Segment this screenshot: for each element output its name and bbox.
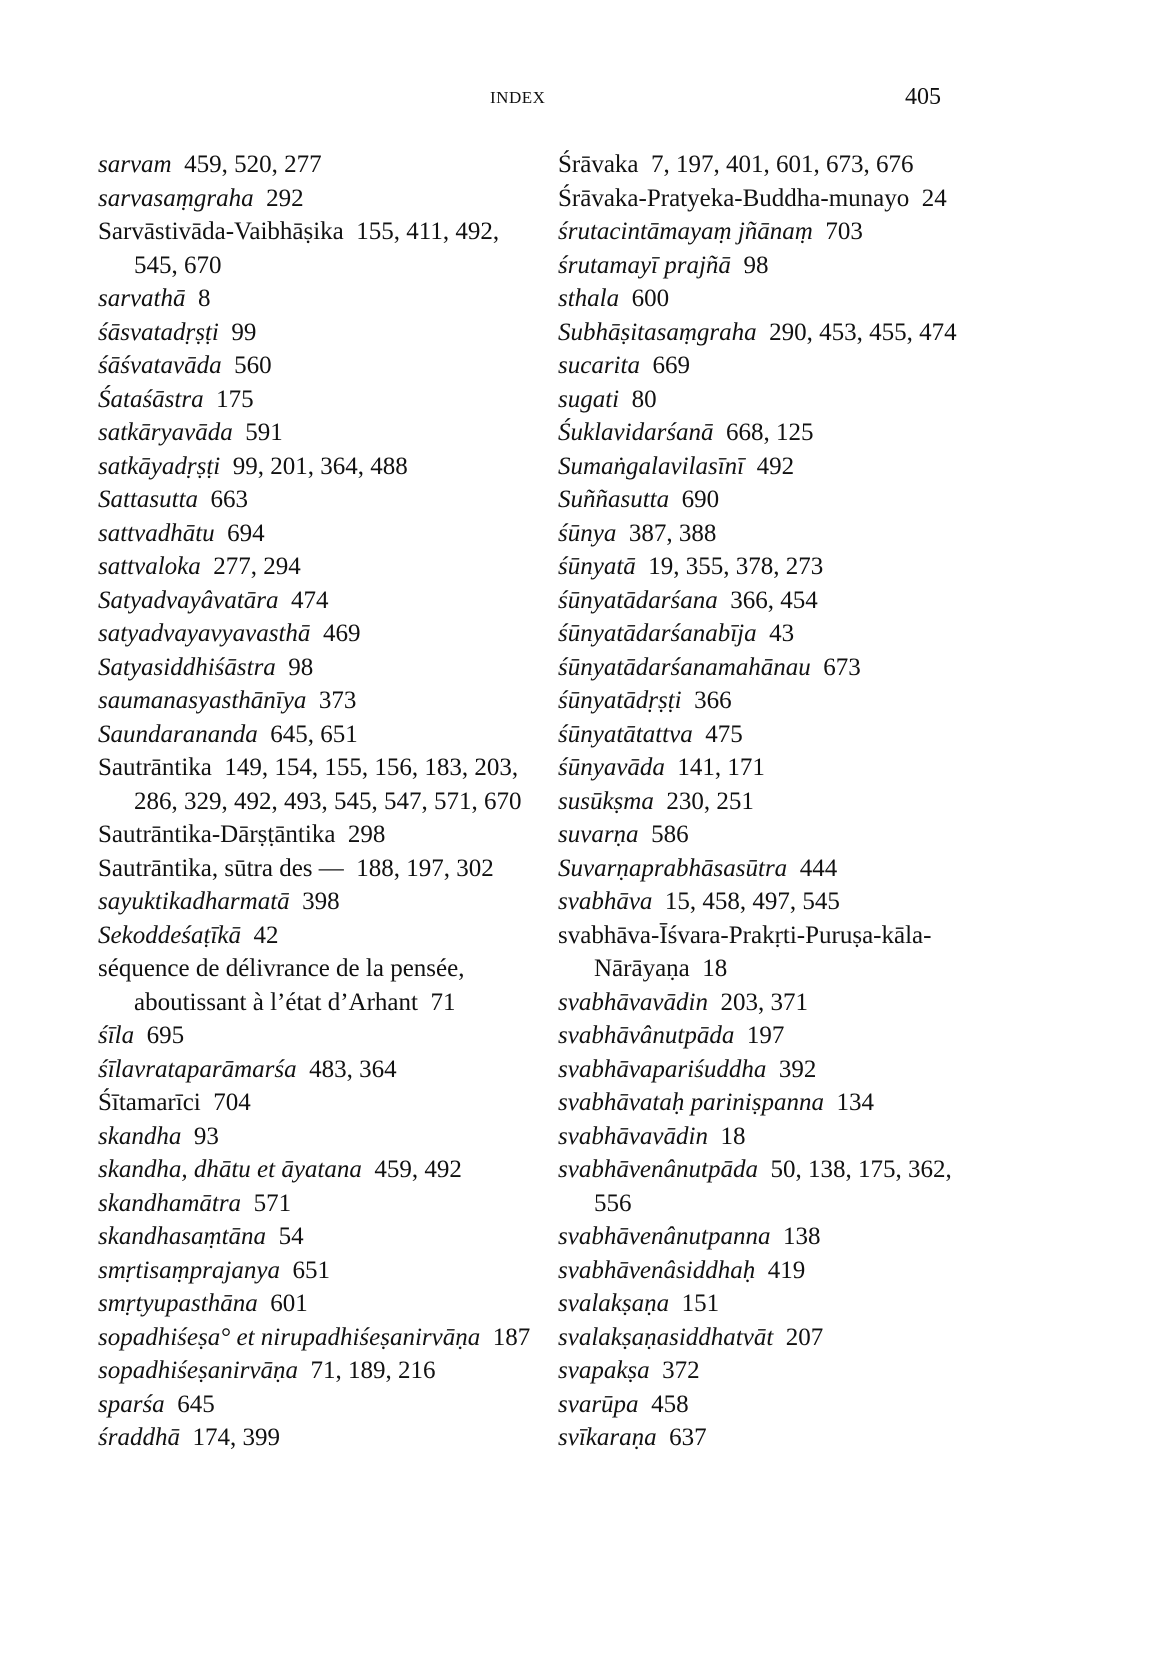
index-term: sattvadhātu xyxy=(98,519,215,547)
index-page-refs: 419 xyxy=(767,1256,806,1284)
index-page-refs: 600 xyxy=(631,285,670,312)
index-entry xyxy=(98,182,538,216)
index-page-refs: 24 xyxy=(921,184,947,212)
index-entry xyxy=(558,651,978,685)
index-term: Sautrāntika xyxy=(98,754,212,781)
index-entry xyxy=(558,1220,978,1254)
index-term: Suññasutta xyxy=(558,486,670,513)
index-entry xyxy=(558,818,978,852)
index-page-refs: 492 xyxy=(756,452,795,480)
index-term: skandhamātra xyxy=(98,1189,242,1217)
index-term: Satyasiddhiśāstra xyxy=(98,653,276,681)
index-page-refs: 174, 399 xyxy=(192,1424,280,1451)
index-entry xyxy=(98,617,538,651)
index-entry xyxy=(98,349,538,383)
index-term: sopadhiśeṣa° et nirupadhiśeṣanirvāṇa xyxy=(98,1323,481,1351)
index-term: svabhāvânutpāda xyxy=(558,1022,735,1049)
index-entry xyxy=(98,1019,538,1053)
index-term: svabhāvenânutpanna xyxy=(558,1223,771,1250)
index-term: Sautrāntika-Dārṣṭāntika xyxy=(98,821,336,848)
index-term: śīla xyxy=(98,1022,135,1049)
index-page-refs: 42 xyxy=(253,921,279,949)
index-term: Sumaṅgalavilasīnī xyxy=(558,452,745,480)
index-entry xyxy=(558,751,978,785)
index-entry xyxy=(558,785,978,819)
index-entry xyxy=(558,215,978,249)
index-page-refs: 18 xyxy=(720,1122,746,1150)
index-page-refs: 141, 171 xyxy=(677,754,765,781)
index-entry xyxy=(558,617,978,651)
index-entry xyxy=(558,852,978,886)
index-term: śīlavrataparāmarśa xyxy=(98,1055,297,1083)
index-term: Śītamarīci xyxy=(98,1089,201,1116)
index-entry xyxy=(98,282,538,316)
index-term: sparśa xyxy=(98,1390,165,1418)
index-entry xyxy=(558,1287,978,1321)
index-term: sayuktikadharmatā xyxy=(98,888,290,915)
index-page-refs: 601 xyxy=(270,1290,308,1317)
index-page-refs: 134 xyxy=(836,1089,874,1116)
index-page-refs: 645, 651 xyxy=(270,720,358,748)
index-entry xyxy=(98,1287,538,1321)
index-entry xyxy=(98,550,538,584)
index-entry xyxy=(558,383,978,417)
index-entry xyxy=(98,416,538,450)
index-term: śraddhā xyxy=(98,1424,180,1451)
index-page-refs: 586 xyxy=(651,821,689,848)
index-page-refs: 207 xyxy=(785,1323,824,1351)
index-term: Śuklavidarśanā xyxy=(558,419,714,446)
page-number: 405 xyxy=(905,84,941,110)
index-entry xyxy=(558,1254,978,1288)
index-term: skandha, dhātu et āyatana xyxy=(98,1156,362,1183)
index-term: śūnya xyxy=(558,519,617,547)
index-term: sugati xyxy=(558,385,620,413)
index-page-refs: 645 xyxy=(177,1390,215,1418)
index-term: sattvaloka xyxy=(98,553,201,580)
index-page-refs: 71 xyxy=(430,988,456,1016)
index-page-refs: 663 xyxy=(210,486,249,513)
index-page-refs: 7, 197, 401, 601, 673, 676 xyxy=(651,151,914,178)
index-entry xyxy=(558,450,978,484)
index-entry xyxy=(98,885,538,919)
index-page-refs: 571 xyxy=(253,1189,292,1217)
index-page-refs: 50, 138, 175, 362, 556 xyxy=(594,1156,952,1217)
index-entry xyxy=(98,1388,538,1422)
index-page-refs: 372 xyxy=(662,1357,700,1384)
index-term: Śrāvaka xyxy=(558,151,639,178)
index-entry xyxy=(558,1354,978,1388)
index-page-refs: 475 xyxy=(705,720,743,748)
index-page-refs: 187 xyxy=(492,1323,531,1351)
index-entry xyxy=(98,483,538,517)
index-page-refs: 18 xyxy=(702,955,728,982)
index-page-refs: 98 xyxy=(288,653,314,681)
index-term: Satyadvayâvatāra xyxy=(98,586,279,614)
index-page-refs: 392 xyxy=(778,1055,817,1083)
index-page-refs: 197 xyxy=(746,1022,785,1049)
index-entry xyxy=(98,148,538,182)
index-term: skandhasaṃtāna xyxy=(98,1223,267,1250)
index-entry xyxy=(98,1254,538,1288)
index-term: svabhāvavādin xyxy=(558,1122,708,1150)
index-page-refs: 43 xyxy=(769,620,795,647)
index-page-refs: 366 xyxy=(694,687,732,714)
index-page-refs: 203, 371 xyxy=(720,988,808,1016)
index-page-refs: 277, 294 xyxy=(213,553,301,580)
index-page-refs: 149, 154, 155, 156, 183, 203, 286, 329, 492, 493, 545, 547, 571, 670 xyxy=(134,754,522,815)
index-term: svalakṣaṇasiddhatvāt xyxy=(558,1323,774,1351)
index-term: svalakṣaṇa xyxy=(558,1290,670,1317)
index-page-refs: 19, 355, 378, 273 xyxy=(648,553,824,580)
index-page-refs: 8 xyxy=(198,285,211,312)
index-term: svabhāva-Īśvara-Prakṛti-Puruṣa-kāla-Nārāyaṇa xyxy=(558,921,932,982)
index-term: saumanasyasthānīya xyxy=(98,687,307,714)
index-term: sarvasaṃgraha xyxy=(98,184,254,212)
index-term: satyadvayavyavasthā xyxy=(98,620,311,647)
index-entry xyxy=(558,1120,978,1154)
index-term: Sattasutta xyxy=(98,486,199,513)
index-term: svabhāva xyxy=(558,888,653,915)
index-entry xyxy=(558,584,978,618)
index-page-refs: 54 xyxy=(278,1223,304,1250)
index-entry xyxy=(98,215,538,282)
index-entry xyxy=(98,1321,538,1355)
running-head-title: INDEX xyxy=(490,88,546,107)
index-entry xyxy=(558,1421,978,1455)
index-entry xyxy=(98,517,538,551)
index-page-refs: 373 xyxy=(318,687,357,714)
index-entry xyxy=(558,349,978,383)
index-page-refs: 99, 201, 364, 488 xyxy=(232,452,408,480)
index-page-refs: 387, 388 xyxy=(628,519,717,547)
index-entry xyxy=(98,1053,538,1087)
index-entry xyxy=(98,383,538,417)
index-page-refs: 15, 458, 497, 545 xyxy=(664,888,840,915)
index-page-refs: 474 xyxy=(291,586,329,614)
index-term: sarvathā xyxy=(98,285,186,312)
index-term: śāsvatadṛṣṭi xyxy=(98,318,219,346)
index-term: suvarṇa xyxy=(558,821,639,848)
index-page-refs: 695 xyxy=(146,1022,185,1049)
index-entry xyxy=(98,651,538,685)
index-page-refs: 673 xyxy=(823,653,861,681)
index-entry xyxy=(98,316,538,350)
index-entry xyxy=(558,148,978,182)
index-page-refs: 71, 189, 216 xyxy=(310,1357,436,1384)
index-entry xyxy=(558,316,978,350)
index-column-left xyxy=(98,148,538,1455)
index-term: śūnyatādarśanabīja xyxy=(558,620,757,647)
index-page-refs: 80 xyxy=(631,385,657,413)
index-page-refs: 98 xyxy=(743,251,769,279)
index-term: Sautrāntika, sūtra des — xyxy=(98,854,344,882)
index-entry xyxy=(98,1153,538,1187)
index-term: Subhāṣitasaṃgraha xyxy=(558,318,757,346)
index-term: śrutamayī prajñā xyxy=(558,251,731,279)
index-term: svabhāvenânutpāda xyxy=(558,1156,758,1183)
index-entry xyxy=(558,919,978,986)
index-page-refs: 458 xyxy=(651,1390,689,1418)
index-page-refs: 591 xyxy=(245,419,283,446)
index-term: Sekoddeśaṭīkā xyxy=(98,921,242,949)
index-entry xyxy=(98,852,538,886)
index-page-refs: 290, 453, 455, 474 xyxy=(769,318,957,346)
index-entry xyxy=(558,550,978,584)
index-term: Śataśāstra xyxy=(98,385,204,413)
index-term: skandha xyxy=(98,1122,182,1150)
index-term: śūnyatādṛṣṭi xyxy=(558,687,682,714)
index-page-refs: 459, 492 xyxy=(374,1156,462,1183)
index-entry xyxy=(558,483,978,517)
index-page-refs: 298 xyxy=(347,821,386,848)
index-term: śūnyatātattva xyxy=(558,720,693,748)
index-term: satkāyadṛṣṭi xyxy=(98,452,221,480)
index-entry xyxy=(558,1321,978,1355)
index-page-refs: 99 xyxy=(231,318,257,346)
index-page-refs: 651 xyxy=(292,1256,330,1284)
index-entry xyxy=(98,952,538,1019)
index-term: Śrāvaka-Pratyeka-Buddha-munayo xyxy=(558,184,910,212)
index-entry xyxy=(98,818,538,852)
index-page-refs: 669 xyxy=(652,352,690,379)
index-term: sthala xyxy=(558,285,620,312)
index-entry xyxy=(98,1354,538,1388)
index-entry xyxy=(558,282,978,316)
index-entry xyxy=(558,1019,978,1053)
index-term: smṛtyupasthāna xyxy=(98,1290,258,1317)
index-entry xyxy=(98,684,538,718)
index-page-refs: 469 xyxy=(322,620,361,647)
running-head xyxy=(0,84,1170,114)
index-entry xyxy=(98,1086,538,1120)
index-term: susūkṣma xyxy=(558,787,654,815)
index-page-refs: 637 xyxy=(669,1424,707,1451)
index-term: śāśvatavāda xyxy=(98,352,222,379)
index-term: śūnyavāda xyxy=(558,754,665,781)
index-entry xyxy=(98,718,538,752)
index-term: satkāryavāda xyxy=(98,419,233,446)
index-page-refs: 704 xyxy=(213,1089,251,1116)
index-page-refs: 459, 520, 277 xyxy=(184,151,322,178)
index-page-refs: 93 xyxy=(193,1122,219,1150)
index-entry xyxy=(98,919,538,953)
index-page-refs: 703 xyxy=(825,218,863,245)
index-term: svarūpa xyxy=(558,1390,639,1418)
index-entry xyxy=(558,517,978,551)
index-term: Suvarṇaprabhāsasūtra xyxy=(558,854,788,882)
index-entry xyxy=(558,249,978,283)
index-page-refs: 155, 411, 492, 545, 670 xyxy=(134,218,500,279)
index-page-refs: 366, 454 xyxy=(730,586,818,614)
index-page-refs: 292 xyxy=(266,184,304,212)
index-entry xyxy=(558,1086,978,1120)
index-entry xyxy=(98,450,538,484)
index-page-refs: 230, 251 xyxy=(666,787,754,815)
index-page-refs: 694 xyxy=(227,519,265,547)
index-term: sucarita xyxy=(558,352,640,379)
index-term: svīkaraṇa xyxy=(558,1424,657,1451)
index-entry xyxy=(558,1153,978,1220)
index-term: svabhāvenâsiddhaḥ xyxy=(558,1256,756,1284)
index-page-refs: 483, 364 xyxy=(309,1055,397,1083)
index-term: svabhāvapariśuddha xyxy=(558,1055,767,1083)
index-column-right xyxy=(558,148,978,1455)
index-entry xyxy=(98,1421,538,1455)
index-term: svabhāvavādin xyxy=(558,988,708,1016)
index-term: svapakṣa xyxy=(558,1357,650,1384)
index-term: sarvam xyxy=(98,151,172,178)
index-term: śūnyatādarśana xyxy=(558,586,718,614)
index-entry xyxy=(558,684,978,718)
index-term: Sarvāstivāda-Vaibhāṣika xyxy=(98,218,344,245)
index-page-refs: 138 xyxy=(782,1223,821,1250)
index-term: sopadhiśeṣanirvāṇa xyxy=(98,1357,298,1384)
index-entry xyxy=(558,1388,978,1422)
index-page-refs: 444 xyxy=(799,854,838,882)
index-page-refs: 668, 125 xyxy=(726,419,814,446)
index-page-refs: 175 xyxy=(216,385,254,413)
index-page-refs: 188, 197, 302 xyxy=(356,854,494,882)
index-term: svabhāvataḥ pariniṣpanna xyxy=(558,1089,824,1116)
index-page-refs: 398 xyxy=(302,888,340,915)
index-entry xyxy=(98,1220,538,1254)
index-page-refs: 560 xyxy=(234,352,272,379)
index-entry xyxy=(98,1120,538,1154)
index-entry xyxy=(558,182,978,216)
index-term: śūnyatādarśanamahānau xyxy=(558,653,811,681)
index-term: smṛtisaṃprajanya xyxy=(98,1256,280,1284)
index-entry xyxy=(558,718,978,752)
index-entry xyxy=(98,751,538,818)
index-term: Saundarananda xyxy=(98,720,258,748)
index-term: séquence de délivrance de la pensée, aboutissant à l’état d’Arhant xyxy=(98,955,465,1016)
index-entry xyxy=(558,986,978,1020)
index-page-refs: 690 xyxy=(681,486,720,513)
index-term: śrutacintāmayaṃ jñānaṃ xyxy=(558,218,813,245)
index-entry xyxy=(558,885,978,919)
index-entry xyxy=(98,1187,538,1221)
index-page-refs: 151 xyxy=(681,1290,720,1317)
index-entry xyxy=(558,416,978,450)
index-entry xyxy=(558,1053,978,1087)
index-entry xyxy=(98,584,538,618)
index-term: śūnyatā xyxy=(558,553,636,580)
